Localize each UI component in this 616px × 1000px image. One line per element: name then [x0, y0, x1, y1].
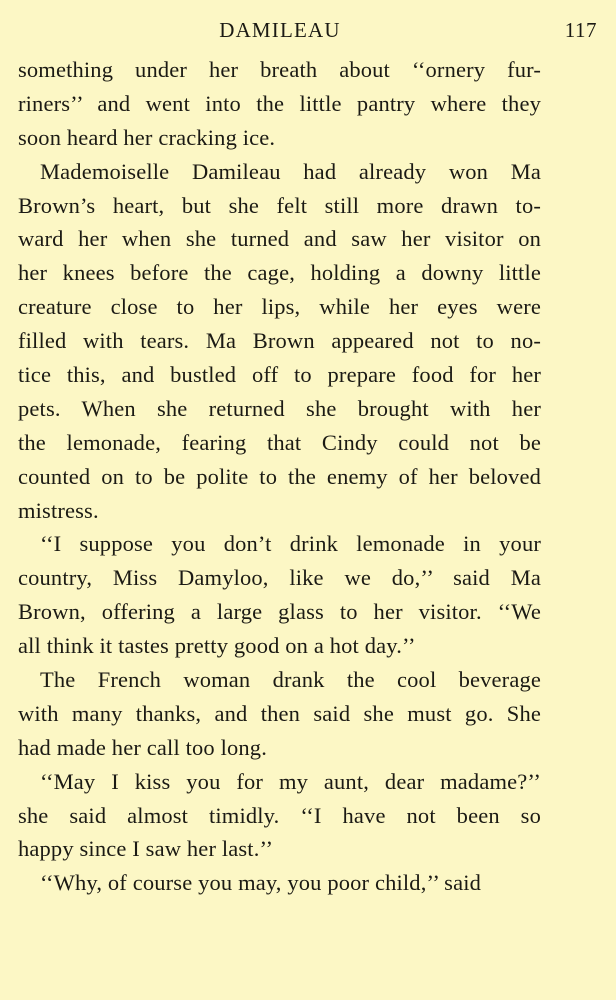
text-line: happy since I saw her last.’’ [18, 836, 274, 862]
text-line: Mademoiselle Damileau had already won Ma [40, 158, 541, 184]
text-line: ‘‘May I kiss you for my aunt, dear madame?’’ [40, 768, 541, 794]
text-line: counted on to be polite to the enemy of her beloved [18, 463, 541, 489]
text-line: ‘‘Why, of course you may, you poor child,’’ said [40, 870, 482, 896]
text-line: all think it tastes pretty good on a hot day.’’ [18, 633, 416, 659]
text-line: something under her breath about ‘‘ornery fur- [18, 57, 541, 82]
text-line: tice this, and bustled off to prepare food for her [18, 362, 541, 388]
text-line: Brown, offering a large glass to her visitor. ‘‘We [18, 599, 541, 625]
running-head [18, 18, 597, 46]
text-line: her knees before the cage, holding a downy little [18, 260, 541, 286]
body-text [18, 53, 541, 900]
text-line: pets. When she returned she brought with her [18, 395, 541, 421]
page-number: 117 [564, 18, 597, 42]
text-line: soon heard her cracking ice. [18, 124, 276, 150]
text-line: filled with tears. Ma Brown appeared not to no- [18, 328, 541, 354]
text-line: creature close to her lips, while her eyes were [18, 294, 541, 320]
text-line: she said almost timidly. ‘‘I have not been so [18, 802, 541, 828]
text-line: ward her when she turned and saw her visitor on [18, 226, 541, 252]
text-line: with many thanks, and then said she must go. She [18, 700, 541, 726]
text-line: the lemonade, fearing that Cindy could not be [18, 429, 541, 455]
text-line: mistress. [18, 497, 99, 523]
text-line: riners’’ and went into the little pantry where they [18, 90, 541, 116]
text-line: had made her call too long. [18, 734, 267, 760]
text-line: country, Miss Damyloo, like we do,’’ said Ma [18, 565, 541, 591]
text-line: ‘‘I suppose you don’t drink lemonade in your [40, 531, 541, 557]
text-line: Brown’s heart, but she felt still more drawn to- [18, 192, 541, 218]
running-title: DAMILEAU [219, 18, 341, 42]
text-line: The French woman drank the cool beverage [40, 667, 541, 693]
